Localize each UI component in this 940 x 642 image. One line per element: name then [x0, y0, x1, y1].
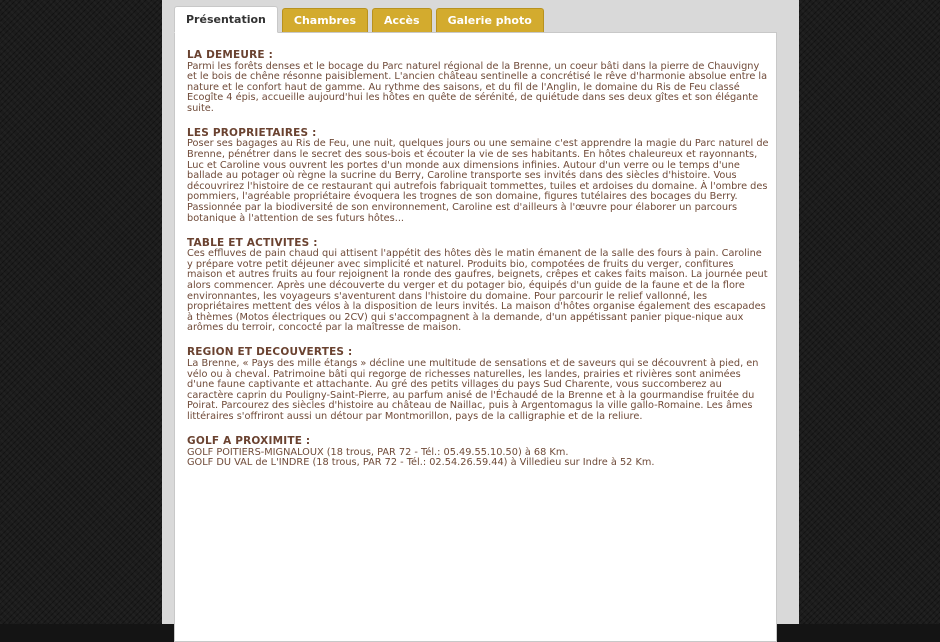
section-text: Poser ses bagages au Ris de Feu, une nuit, quelques jours ou une semaine c'est apprendre la magie du Parc naturel de Brenne, pénétrer dans le secret des sous-bois et écouter la vie de ses habitants. En hôtes chaleureux et rayonnants, Luc et Caroline vous ouvrent les portes d'un monde aux dimensions infinies. Autour d'un verre ou le temps d'une ballade au potager où règne la sucrine du Berry, Caroline transporte ses invités dans des siècles d'histoire. Vous découvrirez l'histoire de ce restaurant qui autrefois fabriquait tommettes, tuiles et ardoises du domaine. À l'ombre des pommiers, l'agréable propriétaire évoquera les trognes de son domaine, figures tutélaires des bocages du Berry. Passionnée par la biodiversité de son environnement, Caroline est d'ailleurs à l'œuvre pour élaborer un parcours botanique à l'attention de ses futurs hôtes... [187, 138, 769, 224]
presentation-content [187, 50, 770, 482]
tab-bar [174, 6, 544, 33]
section-heading: REGION ET DECOUVERTES : [187, 346, 353, 359]
section-heading: TABLE ET ACTIVITES : [187, 236, 318, 249]
page-background-right [799, 0, 940, 624]
tab-acces[interactable]: Accès [372, 8, 432, 32]
section-text: Parmi les forêts denses et le bocage du Parc naturel régional de la Brenne, un coeur bâti dans la pierre de Chauvigny et le bois de chêne résonne paisiblement. L'ancien château sentinelle a concrétisé le rêve d'harmonie absolue entre la nature et le confort haut de gamme. Au rythme des saisons, et du fil de l'Anglin, le domaine du Ris de Feu classé Ecogîte 4 épis, accueille aujourd'hui les hôtes en quête de sérénité, de quiétude dans ses deux gîtes et son élégante suite. [187, 60, 768, 114]
section-heading: LES PROPRIETAIRES : [187, 126, 317, 139]
section-region-decouvertes [187, 347, 770, 422]
section-text: La Brenne, « Pays des mille étangs » décline une multitude de sensations et de saveurs qui se découvrent à pied, en vélo ou à cheval. Patrimoine bâti qui regorge de richesses naturelles, les landes, prairies et rivières sont animées d'une faune captivante et attachante. Au gré des petits villages du pays Sud Charente, vous succomberez au caractère caprin du Pouligny-Saint-Pierre, au parfum anisé de l'Échaudé de la Brenne et à la gourmandise fruitée du Poirat. Parcourez des siècles d'histoire au château de Naillac, puis à Argentomagus la ville gallo-Romaine. Les âmes littéraires s'offriront aussi un détour par Montmorillon, pays de la calligraphie et de la reliure. [187, 357, 759, 422]
section-proprietaires [187, 128, 770, 224]
section-text: Ces effluves de pain chaud qui attisent l'appétit des hôtes dès le matin émanent de la salle des fours à pain. Caroline y prépare votre petit déjeuner avec simplicité et naturel. Produits bio, compotées de fruits du verger, confitures maison et autres fruits au four rejoignent la ronde des gaufres, beignets, crêpes et cakes faits maison. La journée peut alors commencer. Après une découverte du verger et du potager bio, équipés d'un guide de la faune et de la flore environnantes, les voyageurs s'aventurent dans l'histoire du domaine. Pour parcourir le relief vallonné, les propriétaires mettent des vélos à la disposition de leurs invités. La maison d'hôtes organise également des escapades à thèmes (Motos électriques ou 2CV) qui s'accompagnent à la demande, d'un appétissant panier pique-nique aux arômes du terroir, concocté par la maîtresse de maison. [187, 248, 768, 334]
tab-presentation[interactable]: Présentation [174, 6, 278, 33]
section-heading: GOLF A PROXIMITE : [187, 435, 311, 448]
page-background-left [0, 0, 162, 624]
section-table-activites [187, 238, 770, 334]
section-heading: LA DEMEURE : [187, 49, 274, 61]
golf-item: GOLF POITIERS-MIGNALOUX (18 trous, PAR 72 - Tél.: 05.49.55.10.50) à 68 Km. [187, 446, 569, 458]
tab-chambres[interactable]: Chambres [282, 8, 368, 32]
golf-item: GOLF DU VAL de L'INDRE (18 trous, PAR 72 - Tél.: 02.54.26.59.44) à Villedieu sur Indre à 52 Km. [187, 457, 655, 469]
tab-galerie-photo[interactable]: Galerie photo [436, 8, 544, 32]
section-demeure [187, 50, 770, 114]
section-golf [187, 436, 770, 469]
